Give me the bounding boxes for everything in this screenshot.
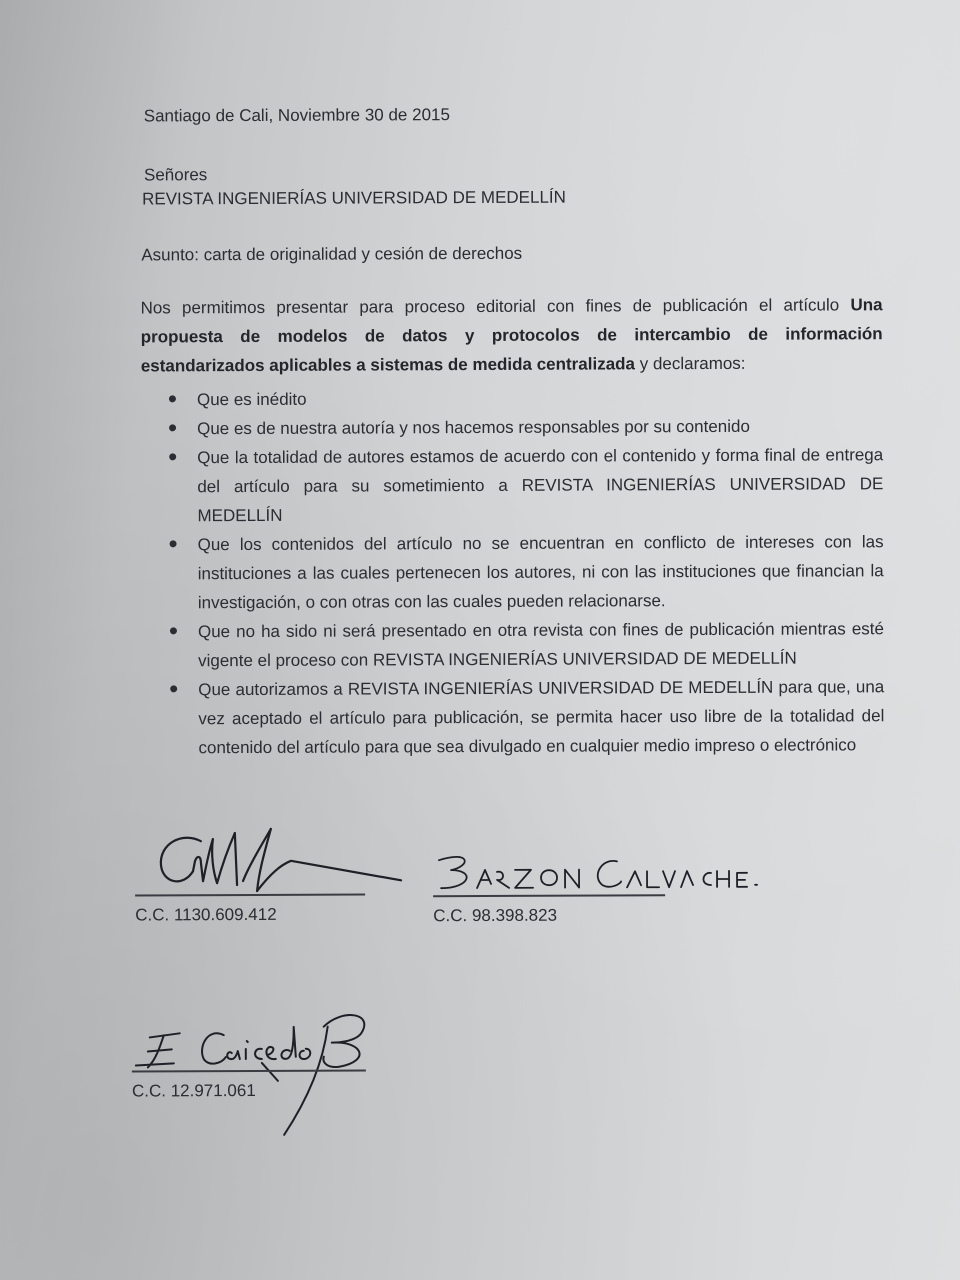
- declaration-item: Que autorizamos a REVISTA INGENIERÍAS UNIVERSIDAD DE MEDELLÍN para que, una vez aceptado el artículo para publicación, se permita hacer uso libre de la totalidad del contenido del artículo para que sea divulgado en cualquier medio impreso o electrónico: [168, 672, 884, 762]
- handwritten-signature-2: [431, 847, 761, 896]
- intro-paragraph: [140, 290, 882, 380]
- article-title: Una propuesta de modelos de datos y protocolos de intercambio de información estandarizados aplicables a sistemas de medida centralizada: [140, 295, 883, 376]
- intro-lead: Nos permitimos presentar para proceso editorial con fines de publicación el artículo: [140, 295, 851, 318]
- subject-line: Asunto: carta de originalidad y cesión de derechos: [141, 243, 523, 265]
- signature-line-2: [433, 894, 665, 897]
- recipient: REVISTA INGENIERÍAS UNIVERSIDAD DE MEDELLÍN: [142, 187, 566, 209]
- handwritten-signature-1: [131, 820, 421, 901]
- declaration-item: Que no ha sido ni será presentado en otra revista con fines de publicación mientras esté vigente el proceso con REVISTA INGENIERÍAS UNIVERSIDAD DE MEDELLÍN: [168, 614, 884, 675]
- declarations-list: [167, 382, 885, 762]
- date-line: Santiago de Cali, Noviembre 30 de 2015: [143, 105, 450, 126]
- signature-3-id: C.C. 12.971.061: [131, 1080, 256, 1101]
- signature-1-id: C.C. 1130.609.412: [135, 904, 277, 925]
- salutation: Señores: [143, 165, 208, 185]
- intro-tail: y declaramos:: [634, 353, 746, 374]
- signature-2-id: C.C. 98.398.823: [433, 905, 558, 926]
- declaration-item: Que es de nuestra autoría y nos hacemos responsables por su contenido: [167, 411, 883, 443]
- declaration-item: Que es inédito: [167, 382, 883, 414]
- declaration-item: Que la totalidad de autores estamos de acuerdo con el contenido y forma final de entrega del artículo para su sometimiento a REVISTA INGENIERÍAS UNIVERSIDAD DE MEDELLÍN: [167, 440, 883, 530]
- declaration-item: Que los contenidos del artículo no se encuentran en conflicto de intereses con las instituciones a las cuales pertenecen los autores, ni con las instituciones que financian la investigación, o con otras con las cuales pueden relacionarse.: [168, 527, 884, 617]
- handwritten-signature-3: [128, 1006, 389, 1147]
